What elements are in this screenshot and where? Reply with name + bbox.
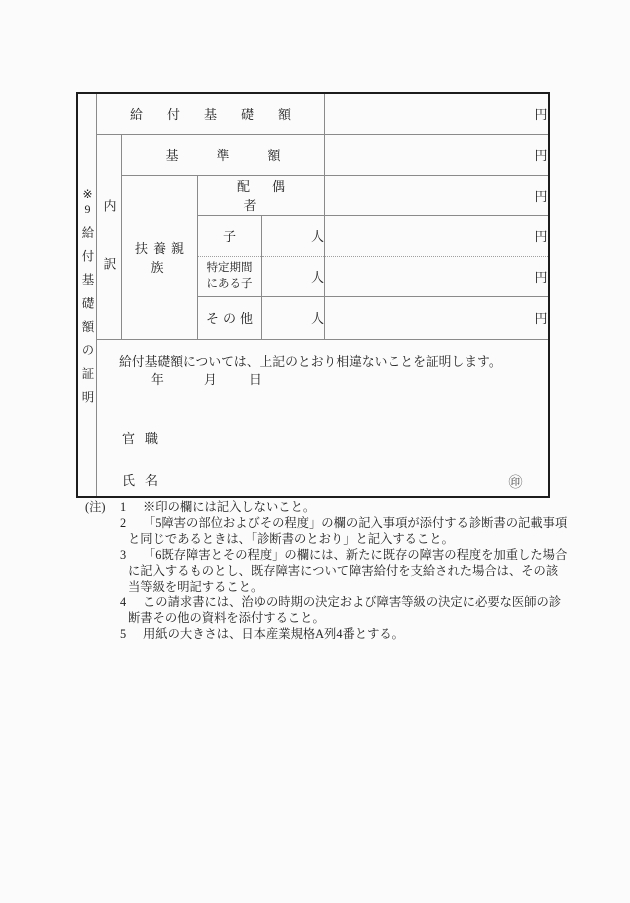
note-text: この請求書には、治ゆの時期の決定および障害等級の決定に必要な医師の診 xyxy=(143,595,562,610)
note-text: 用紙の大きさは、日本産業規格A列4番とする。 xyxy=(143,627,404,642)
note-line xyxy=(85,500,555,516)
specified-period-child-amount-cell: 円 xyxy=(325,256,549,296)
child-amount-cell: 円 xyxy=(325,215,549,256)
row-certification xyxy=(77,339,549,497)
note-text: ※印の欄には記入しないこと。 xyxy=(143,500,316,514)
standard-amount-label: 基準額 xyxy=(122,134,325,175)
note-line xyxy=(85,563,559,580)
row-spouse xyxy=(77,175,549,215)
other-label: その他 xyxy=(198,296,262,339)
note-text: と同じであるときは、「診断書のとおり」と記入すること。 xyxy=(128,531,454,546)
breakdown-label: 内訳 xyxy=(101,199,117,315)
certification-statement: 給付基礎額については、上記のとおり相違ないことを証明します。 xyxy=(119,354,502,369)
row-standard-amount xyxy=(77,134,549,175)
note-text: 「5障害の部位およびその程度」の欄の記入事項が添付する診断書の記載事項 xyxy=(143,515,568,530)
note-line xyxy=(85,515,568,532)
note-text: 「6既存障害とその程度」の欄には、新たに既存の障害の程度を加重した場合 xyxy=(143,547,568,562)
specified-period-child-label-line2: にある子 xyxy=(206,278,253,290)
child-count-cell: 人 xyxy=(262,215,325,256)
note-marker: (注) xyxy=(85,500,106,514)
note-line xyxy=(85,547,568,564)
spouse-amount-cell: 円 xyxy=(325,175,549,215)
child-label: 子 xyxy=(198,215,262,256)
side-header-text: 給付基礎額の証明 xyxy=(80,226,94,414)
specified-period-child-label xyxy=(198,256,262,296)
benefit-base-label: 給付基礎額 xyxy=(97,93,325,134)
official-title-label: 官職 xyxy=(122,430,169,446)
standard-amount-cell: 円 xyxy=(325,134,549,175)
other-amount-cell: 円 xyxy=(325,296,549,339)
side-header-cell xyxy=(77,93,97,497)
benefit-base-amount-cell: 円 xyxy=(325,93,549,134)
breakdown-header-cell xyxy=(97,134,122,339)
specified-period-child-label-line1: 特定期間 xyxy=(206,262,253,274)
side-header-prefix: ※9 xyxy=(80,187,95,217)
note-line xyxy=(85,595,562,611)
dependents-label: 扶養親族 xyxy=(122,175,198,339)
name-label: 氏名 xyxy=(122,472,169,488)
note-line xyxy=(85,532,555,548)
note-text: 断書その他の資料を添付すること。 xyxy=(128,611,325,626)
certification-cell xyxy=(97,339,549,497)
other-count-cell: 人 xyxy=(262,296,325,339)
note-line xyxy=(85,627,555,643)
specified-period-child-count-cell: 人 xyxy=(262,256,325,296)
note-number: 1 xyxy=(120,500,127,514)
note-number: 4 xyxy=(120,595,127,610)
note-number: 2 xyxy=(120,515,127,530)
note-text: に記入するものとし、既存障害について障害給付を支給された場合は、その該 xyxy=(128,563,559,578)
note-line xyxy=(85,580,555,596)
note-number: 3 xyxy=(120,547,127,562)
side-header xyxy=(78,187,96,414)
note-line xyxy=(85,611,555,627)
year-label: 年 xyxy=(151,372,164,387)
row-benefit-base xyxy=(77,93,549,134)
month-label: 月 xyxy=(204,372,217,387)
spouse-label: 配偶者 xyxy=(198,175,325,215)
note-number: 5 xyxy=(120,627,127,642)
benefit-base-certification-table xyxy=(76,92,550,498)
day-label: 日 xyxy=(249,372,262,387)
note-text: 当等級を明記すること。 xyxy=(128,579,264,594)
notes-section xyxy=(85,500,568,643)
seal-mark-icon: ㊞ xyxy=(508,475,523,491)
